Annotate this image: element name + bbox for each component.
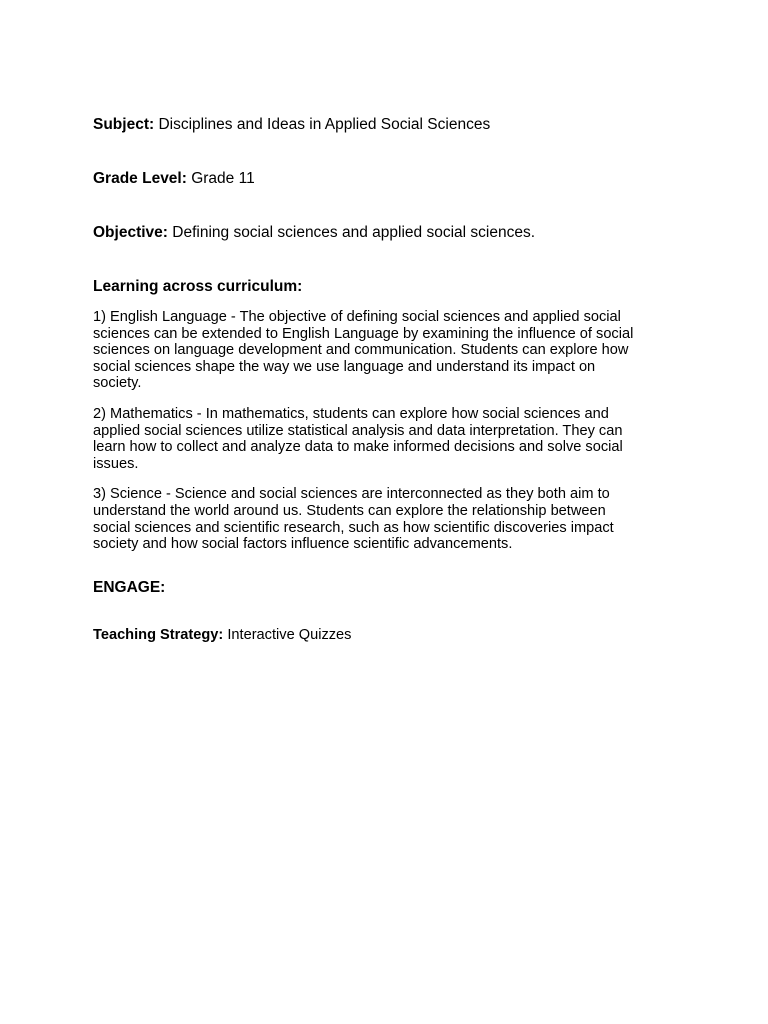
- objective-value: Defining social sciences and applied social sciences.: [172, 224, 535, 241]
- curriculum-item-line: issues.: [93, 455, 139, 472]
- grade-level-label: Grade Level:: [93, 170, 187, 187]
- curriculum-item-line: social sciences and scientific research, such as how scientific discoveries impact: [93, 519, 614, 536]
- engage-heading: ENGAGE:: [93, 578, 166, 596]
- curriculum-item-line: understand the world around us. Students can explore the relationship between: [93, 502, 606, 519]
- document-page: [93, 115, 683, 659]
- curriculum-item-line: learn how to collect and analyze data to make informed decisions and solve social: [93, 439, 623, 456]
- subject-label: Subject:: [93, 116, 155, 133]
- curriculum-item-english: [93, 309, 683, 392]
- learning-across-curriculum-heading: Learning across curriculum:: [93, 278, 303, 295]
- curriculum-item-science: [93, 486, 683, 552]
- curriculum-item-line: 3) Science - Science and social sciences are interconnected as they both aim to: [93, 486, 610, 503]
- grade-level-value: Grade 11: [191, 170, 255, 187]
- curriculum-item-line: 1) English Language - The objective of defining social sciences and applied social: [93, 309, 621, 325]
- curriculum-item-line: 2) Mathematics - In mathematics, students can explore how social sciences and: [93, 405, 609, 422]
- curriculum-item-line: society and how social factors influence scientific advancements.: [93, 536, 513, 553]
- teaching-strategy-field: [93, 625, 683, 645]
- curriculum-item-mathematics: [93, 406, 683, 472]
- grade-level-field: [93, 169, 683, 189]
- objective-field: [93, 223, 683, 243]
- curriculum-item-line: sciences can be extended to English Language by examining the influence of social: [93, 325, 634, 342]
- curriculum-item-line: social sciences shape the way we use language and understand its impact on: [93, 358, 596, 375]
- curriculum-item-line: society.: [93, 375, 142, 392]
- teaching-strategy-label: Teaching Strategy:: [93, 626, 224, 643]
- subject-field: [93, 115, 683, 135]
- subject-value: Disciplines and Ideas in Applied Social Sciences: [158, 116, 491, 133]
- curriculum-item-line: applied social sciences utilize statistical analysis and data interpretation. They can: [93, 422, 623, 439]
- teaching-strategy-value: Interactive Quizzes: [227, 626, 352, 643]
- objective-label: Objective:: [93, 224, 168, 241]
- curriculum-item-line: sciences on language development and communication. Students can explore how: [93, 342, 629, 359]
